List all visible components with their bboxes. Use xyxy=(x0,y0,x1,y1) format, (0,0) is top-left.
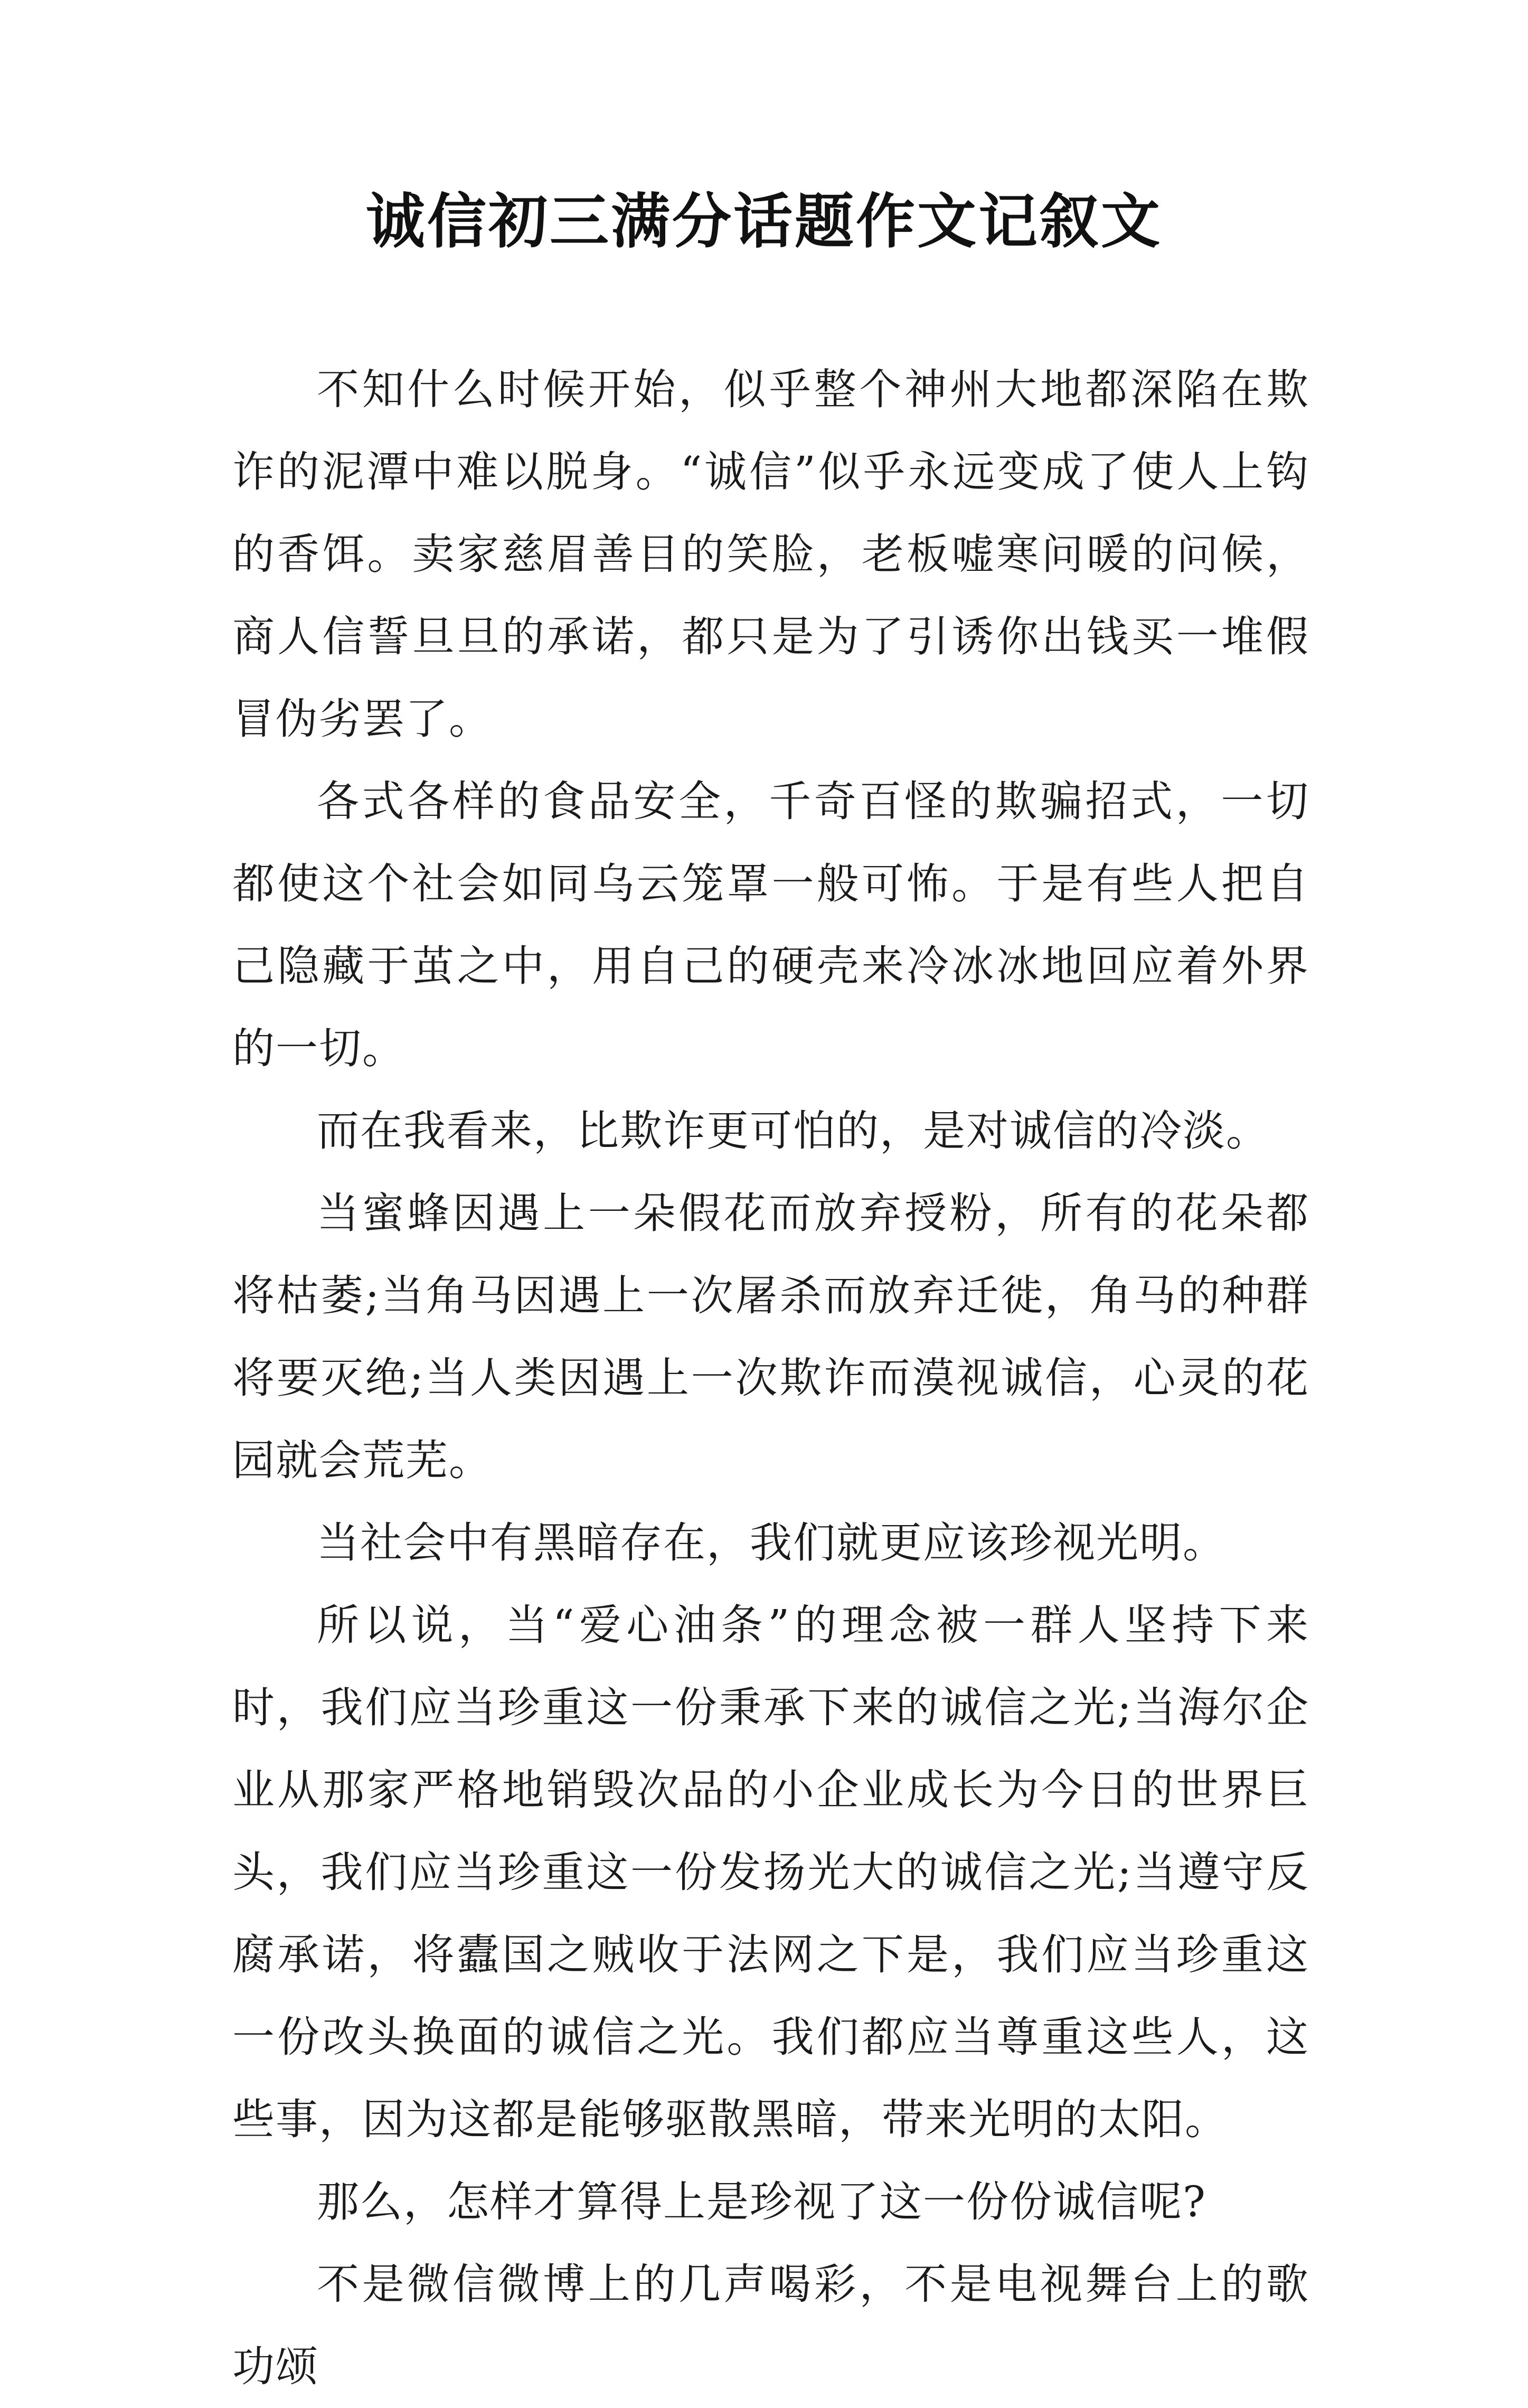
paragraph-6: 所以说，当“爱心油条”的理念被一群人坚持下来时，我们应当珍重这一份秉承下来的诚信之光;当海尔企业从那家严格地销毁次品的小企业成长为今日的世界巨头，我们应当珍重这一份发扬光大的诚信之光;当遵守反腐承诺，将蠹国之贼收于法网之下是，我们应当珍重这一份改头换面的诚信之光。我们都应当尊重这些人，这些事，因为这都是能够驱散黑暗，带来光明的太阳。 xyxy=(232,1601,1309,2144)
paragraph-4: 当蜜蜂因遇上一朵假花而放弃授粉，所有的花朵都将枯萎;当角马因遇上一次屠杀而放弃迁徙，角马的种群将要灭绝;当人类因遇上一次欺诈而漠视诚信，心灵的花园就会荒芜。 xyxy=(232,1189,1309,1485)
document-title: 诚信初三满分话题作文记叙文 xyxy=(366,187,1162,256)
document-body xyxy=(232,349,1309,2408)
paragraph-7: 那么，怎样才算得上是珍视了这一份份诚信呢? xyxy=(317,2177,1206,2226)
paragraph-2: 各式各样的食品安全，千奇百怪的欺骗招式，一切都使这个社会如同乌云笼罩一般可怖。于是有些人把自己隐藏于茧之中，用自己的硬壳来冷冰冰地回应着外界的一切。 xyxy=(232,777,1309,1073)
paragraph-5: 当社会中有黑暗存在，我们就更应该珍视光明。 xyxy=(317,1518,1226,1567)
paragraph-1: 不知什么时候开始，似乎整个神州大地都深陷在欺诈的泥潭中难以脱身。“诚信”似乎永远变成了使人上钩的香饵。卖家慈眉善目的笑脸，老板嘘寒问暖的问候，商人信誓旦旦的承诺，都只是为了引诱你出钱买一堆假冒伪劣罢了。 xyxy=(232,365,1309,744)
paragraph-3: 而在我看来，比欺诈更可怕的，是对诚信的冷淡。 xyxy=(317,1106,1269,1155)
paragraph-8: 不是微信微博上的几声喝彩，不是电视舞台上的歌功颂 xyxy=(232,2260,1309,2391)
